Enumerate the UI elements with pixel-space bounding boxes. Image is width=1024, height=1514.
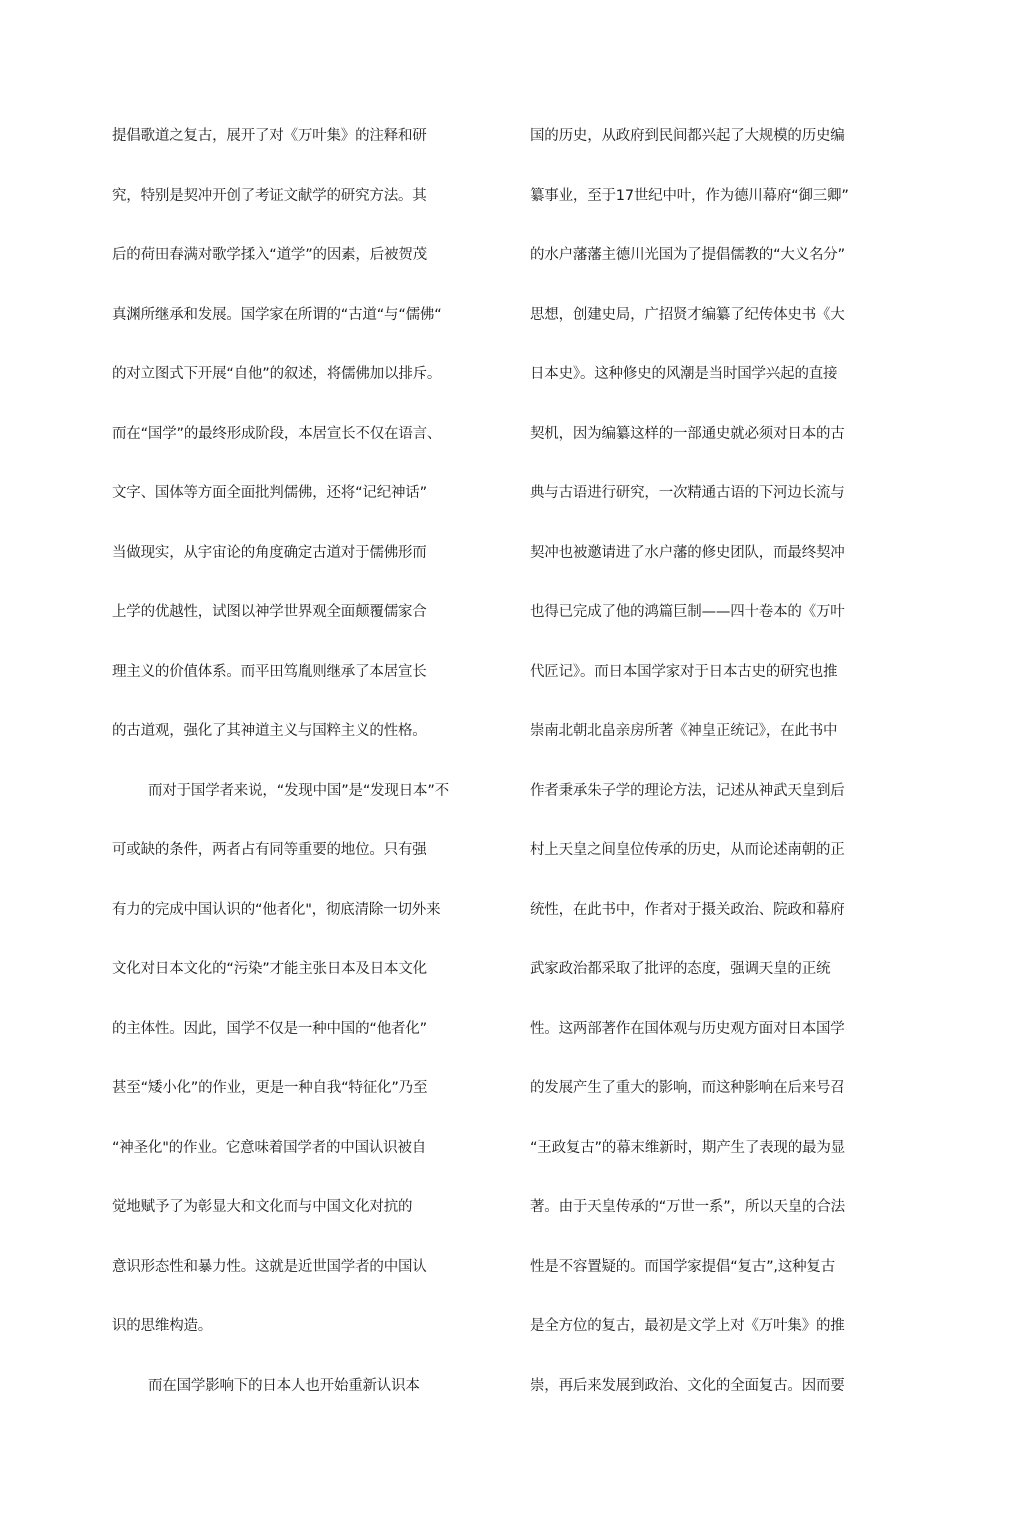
text-line: 意识形态性和暴力性。这就是近世国学者的中国认 [112, 1258, 427, 1275]
text-line: 统性，在此书中，作者对于摄关政治、院政和幕府 [530, 901, 845, 918]
text-line: 村上天皇之间皇位传承的历史，从而论述南朝的正 [530, 842, 845, 858]
text-line: 的主体性。因此，国学不仅是一种中国的“他者化” [112, 1020, 427, 1037]
text-line: 契冲也被邀请进了水户藩的修史团队，而最终契冲 [530, 544, 845, 561]
text-line: 甚至“矮小化”的作业，更是一种自我“特征化”乃至 [112, 1080, 428, 1096]
text-line: 思想，创建史局，广招贤才编纂了纪传体史书《大 [530, 306, 845, 323]
text-line: 崇南北朝北畠亲房所著《神皇正统记》，在此书中 [530, 723, 838, 739]
text-line: 的古道观，强化了其神道主义与国粹主义的性格。 [112, 723, 427, 739]
text-line: 国的历史，从政府到民间都兴起了大规模的历史编 [530, 128, 845, 144]
text-line: 后的荷田春满对歌学揉入“道学”的因素，后被贺茂 [112, 247, 427, 263]
text-line: 武家政治都采取了批评的态度，强调天皇的正统 [530, 961, 831, 977]
left-text-column [112, 118, 492, 1427]
right-text-column [530, 118, 910, 1427]
text-line: 可或缺的条件，两者占有同等重要的地位。只有强 [112, 842, 427, 858]
text-line: “王政复古”的幕末维新时，期产生了表现的最为显 [530, 1139, 845, 1156]
text-line: 也得已完成了他的鸿篇巨制——四十卷本的《万叶 [530, 604, 845, 620]
text-line: 是全方位的复古，最初是文学上对《万叶集》的推 [530, 1318, 845, 1334]
text-line: 识的思维构造。 [112, 1318, 213, 1334]
text-line: 典与古语进行研究，一次精通古语的下河边长流与 [530, 485, 845, 501]
text-line: 代匠记》。而日本国学家对于日本古史的研究也推 [530, 663, 838, 680]
text-line: 崇，再后来发展到政治、文化的全面复古。因而要 [530, 1377, 845, 1394]
text-line: 提倡歌道之复古，展开了对《万叶集》的注释和研 [112, 128, 427, 144]
text-line: 真渊所继承和发展。国学家在所谓的“古道“与“儒佛“ [112, 306, 442, 323]
text-line: 纂事业，至于17世纪中叶，作为德川幕府“御三卿” [530, 187, 849, 204]
text-line: 性是不容置疑的。而国学家提倡“复古”,这种复古 [530, 1258, 836, 1275]
text-line: 而在“国学”的最终形成阶段，本居宣长不仅在语言、 [112, 425, 442, 442]
paragraph-start-line: 而在国学影响下的日本人也开始重新认识本 [148, 1377, 420, 1394]
text-line: 当做现实，从宇宙论的角度确定古道对于儒佛形而 [112, 544, 427, 561]
text-line: 文字、国体等方面全面批判儒佛，还将“记纪神话” [112, 485, 427, 501]
text-line: 的对立图式下开展“自他”的叙述，将儒佛加以排斥。 [112, 366, 442, 382]
text-line: 文化对日本文化的“污染”才能主张日本及日本文化 [112, 961, 427, 977]
text-line: 上学的优越性，试图以神学世界观全面颠覆儒家合 [112, 604, 427, 620]
text-line: 理主义的价值体系。而平田笃胤则继承了本居宣长 [112, 663, 427, 680]
text-line: 的水户藩藩主德川光国为了提倡儒教的“大义名分” [530, 247, 845, 263]
text-line: 日本史》。这种修史的风潮是当时国学兴起的直接 [530, 366, 838, 382]
paragraph-start-line: 而对于国学者来说，“发现中国”是“发现日本”不 [148, 782, 449, 799]
text-line: 作者秉承朱子学的理论方法，记述从神武天皇到后 [530, 782, 845, 799]
text-line: 觉地赋予了为彰显大和文化而与中国文化对抗的 [112, 1199, 413, 1215]
text-line: 性。这两部著作在国体观与历史观方面对日本国学 [530, 1020, 845, 1037]
text-line: 究，特别是契冲开创了考证文献学的研究方法。其 [112, 187, 427, 204]
text-line: 著。由于天皇传承的“万世一系”，所以天皇的合法 [530, 1199, 845, 1215]
text-line: 有力的完成中国认识的“他者化"，彻底清除一切外来 [112, 901, 441, 918]
text-line: 契机，因为编纂这样的一部通史就必须对日本的古 [530, 425, 845, 442]
text-line: 的发展产生了重大的影响，而这种影响在后来号召 [530, 1080, 845, 1096]
text-line: “神圣化"的作业。它意味着国学者的中国认识被自 [112, 1139, 427, 1156]
